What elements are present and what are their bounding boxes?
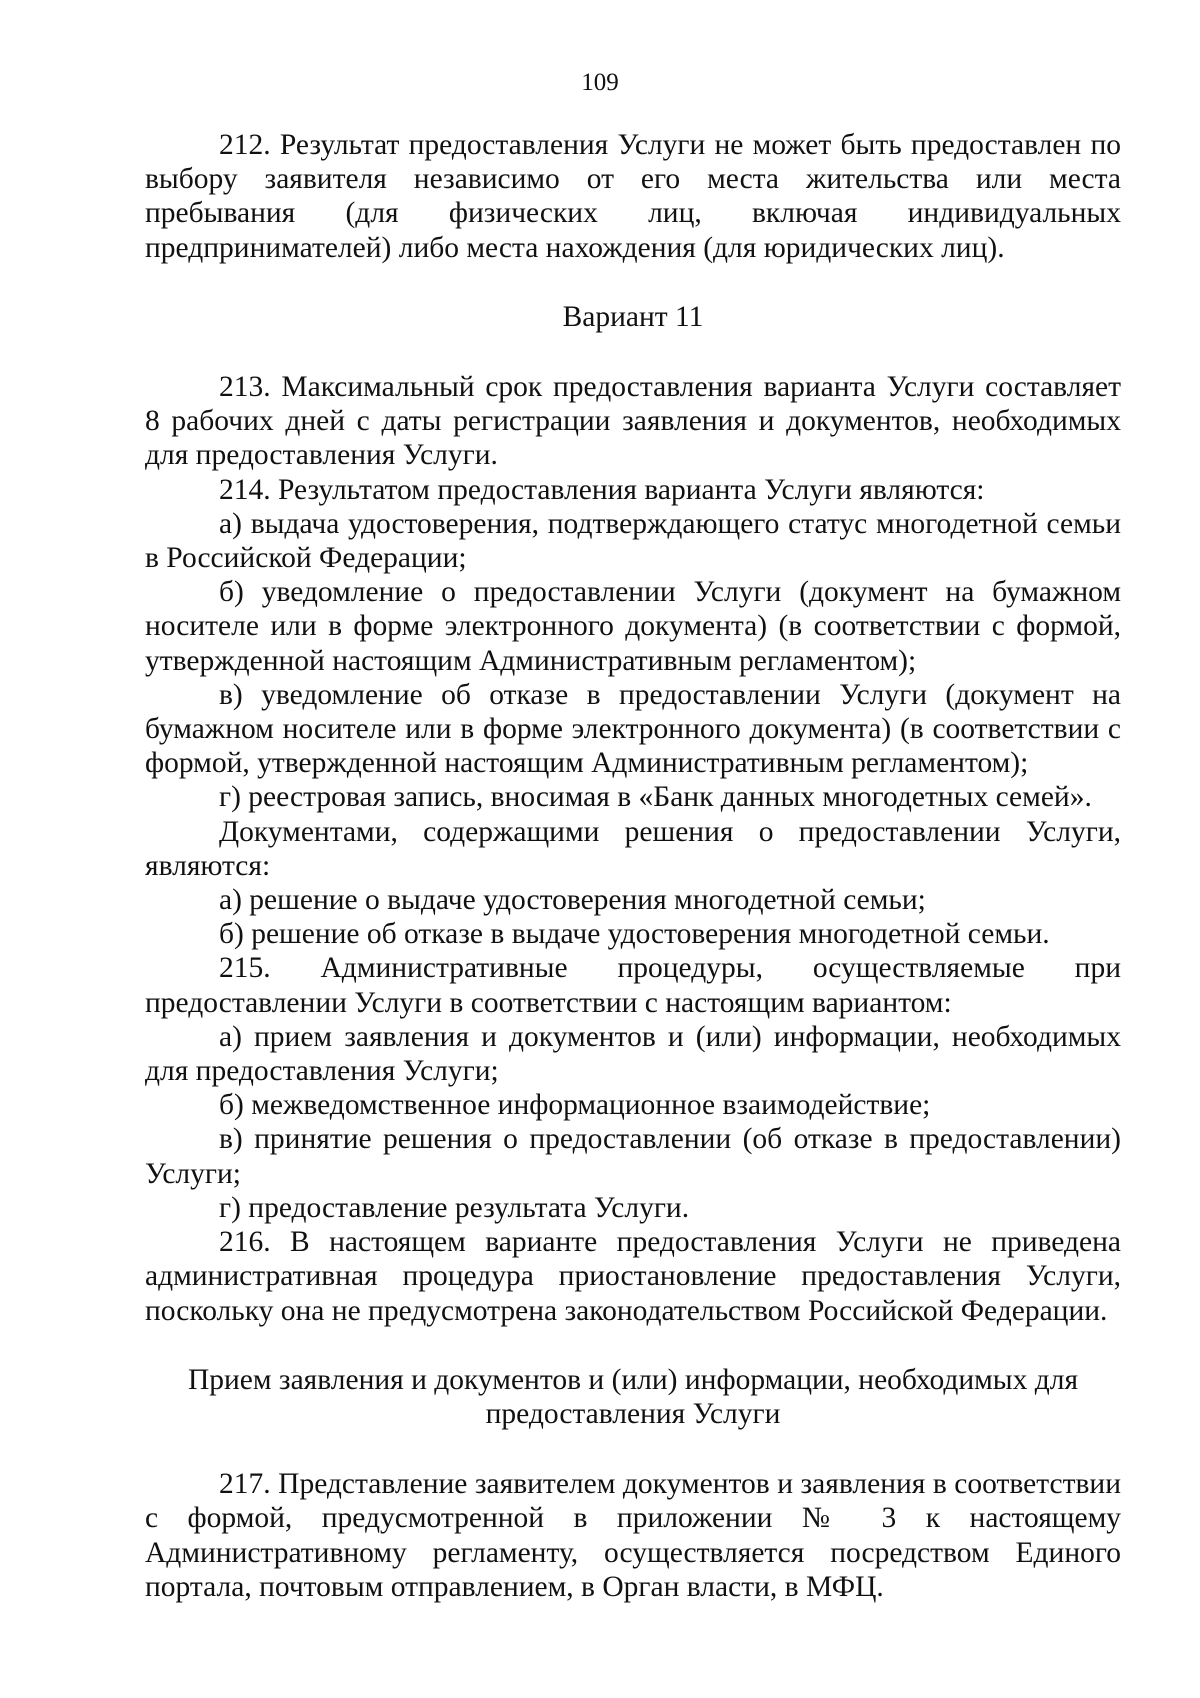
- paragraph-213: 213. Максимальный срок предоставления варианта Услуги составляет 8 рабочих дней с даты регистрации заявления и документов, необходимых для предоставления Услуги.: [145, 371, 1121, 472]
- paragraph-212: 212. Результат предоставления Услуги не может быть предоставлен по выбору заявителя независимо от его места жительства или места пребывания (для физических лиц, включая индивидуальных предпринимателей) либо места нахождения (для юридических лиц).: [145, 129, 1121, 264]
- section-heading: Прием заявления и документов и (или) информации, необходимых для предоставления Услуги: [187, 1363, 1079, 1430]
- paragraph-decision-documents: Документами, содержащими решения о предоставлении Услуги, являются:: [145, 815, 1121, 882]
- list-item-215-b: б) межведомственное информационное взаимодействие;: [219, 1089, 931, 1122]
- paragraph-215: 215. Административные процедуры, осуществляемые при предоставлении Услуги в соответствии с настоящим вариантом:: [145, 952, 1121, 1019]
- list-item-214-a: а) выдача удостоверения, подтверждающего статус многодетной семьи в Российской Федерации;: [145, 507, 1121, 575]
- list-item-214-g: г) реестровая запись, вносимая в «Банк данных многодетных семей».: [219, 781, 1092, 814]
- list-item-214-b: б) уведомление о предоставлении Услуги (документ на бумажном носителе или в форме электронного документа) (в соответствии с формой, утвержденной настоящим Административным регламентом);: [145, 576, 1121, 677]
- page-number: 109: [581, 69, 619, 96]
- list-item-decision-a: а) решение о выдаче удостоверения многодетной семьи;: [219, 884, 926, 917]
- paragraph-217: 217. Представление заявителем документов и заявления в соответствии с формой, предусмотренной в приложении № 3 к настоящему Административному регламенту, осуществляется посредством Единого портала, почтовым отправлением, в Орган власти, в МФЦ.: [145, 1468, 1121, 1603]
- document-body: [145, 128, 1121, 1604]
- list-item-214-v: в) уведомление об отказе в предоставлении Услуги (документ на бумажном носителе или в форме электронного документа) (в соответствии с формой, утвержденной настоящим Административным регламентом);: [145, 678, 1121, 780]
- paragraph-216: 216. В настоящем варианте предоставления Услуги не приведена административная процедура приостановление предоставления Услуги, поскольку она не предусмотрена законодательством Российской Федерации.: [145, 1226, 1121, 1327]
- list-item-215-v: в) принятие решения о предоставлении (об отказе в предоставлении) Услуги;: [145, 1123, 1121, 1190]
- paragraph-214: 214. Результатом предоставления варианта Услуги являются:: [219, 473, 985, 506]
- list-item-decision-b: б) решение об отказе в выдаче удостоверения многодетной семьи.: [219, 918, 1050, 951]
- list-item-215-a: а) прием заявления и документов и (или) информации, необходимых для предоставления Услуги;: [145, 1020, 1121, 1088]
- variant-heading: Вариант 11: [562, 300, 704, 333]
- list-item-215-g: г) предоставление результата Услуги.: [219, 1191, 690, 1224]
